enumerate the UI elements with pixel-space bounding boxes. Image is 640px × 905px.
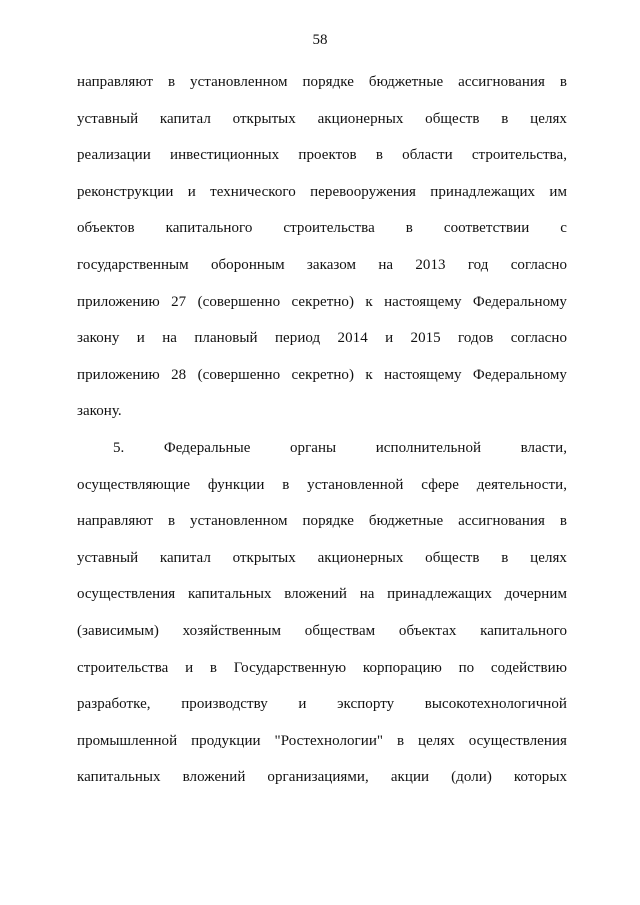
text-line: капитальных вложений организациями, акции (доли) которых [77, 769, 567, 786]
text-line: закону и на плановый период 2014 и 2015 годов согласно [77, 330, 567, 347]
text-line: направляют в установленном порядке бюджетные ассигнования в [77, 74, 567, 90]
text-line: 5. Федеральные органы исполнительной власти, [113, 439, 567, 456]
text-line: приложению 28 (совершенно секретно) к настоящему Федеральному [77, 366, 567, 383]
text-line: уставный капитал открытых акционерных обществ в целях [77, 549, 567, 566]
text-line: приложению 27 (совершенно секретно) к настоящему Федеральному [77, 293, 567, 310]
text-line: осуществления капитальных вложений на принадлежащих дочерним [77, 586, 567, 603]
text-line: (зависимым) хозяйственным обществам объектах капитального [77, 622, 567, 639]
text-line: объектов капитального строительства в соответствии с [77, 220, 567, 237]
text-line: направляют в установленном порядке бюджетные ассигнования в [77, 513, 567, 530]
text-line: реализации инвестиционных проектов в области строительства, [77, 147, 567, 164]
body-text [77, 64, 567, 796]
text-line: промышленной продукции "Ростехнологии" в целях осуществления [77, 732, 567, 749]
text-line: строительства и в Государственную корпорацию по содействию [77, 659, 567, 676]
text-line: реконструкции и технического перевооружения принадлежащих им [77, 183, 567, 200]
text-line: осуществляющие функции в установленной сфере деятельности, [77, 476, 567, 493]
text-line: закону. [77, 403, 122, 420]
text-line: уставный капитал открытых акционерных обществ в целях [77, 110, 567, 127]
text-line: разработке, производству и экспорту высокотехнологичной [77, 696, 567, 713]
page-number: 58 [312, 32, 328, 48]
text-line: государственным оборонным заказом на 2013 год согласно [77, 256, 567, 273]
